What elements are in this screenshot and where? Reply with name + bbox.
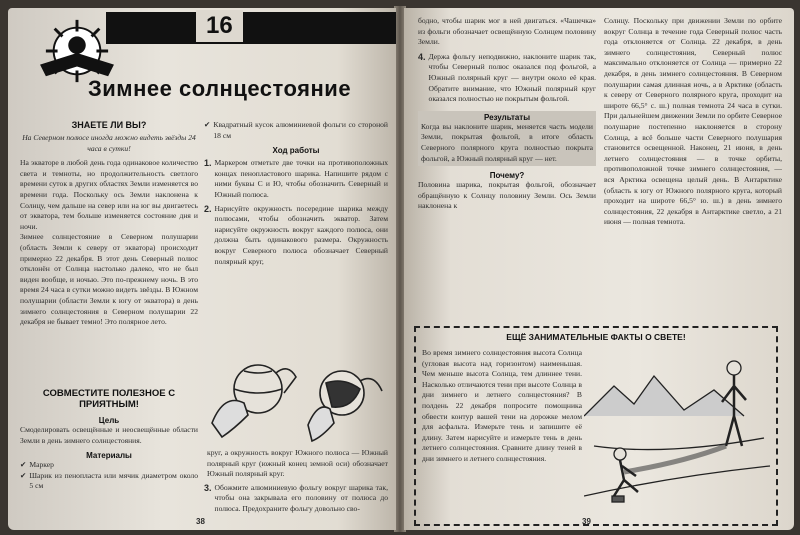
more-facts-heading: ЕЩЁ ЗАНИМАТЕЛЬНЫЕ ФАКТЫ О СВЕТЕ! [506, 332, 686, 342]
check-icon: ✔ [204, 120, 211, 129]
material-item: ✔ Маркер [20, 460, 54, 470]
step-2: 2. Нарисуйте окружность посередине шарика между полюсами, чтобы обозначить экватор. Затем нарисуйте окружность вокруг каждого полюса, они должна быть одинакового размера. Окружность вокруг Северного полюса обозначает Северный полярный круг, [204, 203, 388, 266]
procedure-continued [204, 448, 388, 515]
results-heading: Результаты [483, 112, 531, 122]
know-body-2: Зимнее солнцестояние в Северном полушарии (область Земли к северу от экватора) происходит примерно 22 декабря. В этот день Северный полюс отклонён от Солнца настолько далеко, что не был виден вообще, и ночью. Это по-прежнему ночь. В это время 24 часа в сутки можно видеть звёзды. В Южном полушарии (области Земли к югу от экватора) в день зимнего солнцестояния в Северном полушарии 22 декабря не бывает темно! Это полярное лето. [20, 232, 198, 327]
why-text: Половина шарика, покрытая фольгой, обозначает обращённую к Солнцу половину Земли. Ось Земли наклонена к [418, 180, 596, 211]
results-box [418, 111, 596, 166]
procedure-heading: Ход работы [272, 146, 320, 156]
page-title: Зимнее солнцестояние [88, 76, 352, 101]
step-2-continued: круг, а окружность вокруг Южного полюса — Южный полярный круг (южный конец земной оси) обозначает Южный полярный круг. [207, 448, 388, 479]
step-1: 1. Маркером отметьте две точки на противоположных концах пенопластового шарика. Напишите рядом с ними буквы С и Ю, чтобы обозначить Северный и Южный полюса. [204, 158, 388, 199]
page-number: 38 [196, 517, 205, 526]
chapter-number: 16 [196, 10, 243, 42]
chapter-banner [106, 12, 396, 44]
why-heading: Почему? [489, 171, 525, 181]
continued-text: бодно, чтобы шарик мог в ней двигаться. «Чашечка» из фольги обозначает освещённую Солнцем половину Земли. [418, 16, 596, 47]
left-page [8, 8, 396, 530]
procedure-section [204, 120, 388, 267]
results-text: Когда вы наклоните шарик, меняется часть модели Земли, покрытая фольгой, в итоге область Северного полярного круга полностью покрыта фольгой, а Южный полярный круг — нет. [421, 121, 593, 163]
know-italic-text: На Северном полюсе иногда можно видеть звёзды 24 часа в сутки! [22, 133, 196, 153]
page-number: 39 [582, 517, 591, 526]
combine-heading: СОВМЕСТИТЕ ПОЛЕЗНОЕ С ПРИЯТНЫМ! [42, 388, 176, 410]
hands-globe-illustration [204, 333, 388, 451]
step-3: 3. Обожмите алюминиевую фольгу вокруг шарика так, чтобы она закрывала его половину от полюса до полюса. Предохраните фольгу довольно сво- [204, 482, 388, 513]
right-page [404, 8, 794, 530]
material-item: ✔ Квадратный кусок алюминиевой фольги со стороной 18 см [204, 120, 388, 140]
goal-heading: Цель [98, 416, 120, 425]
check-icon: ✔ [20, 460, 27, 470]
explanation-text: Солнцу. Поскольку при движении Земли по орбите вокруг Солнца в течение года Северный полюс часть года отклоняется от Солнца. 22 декабря, в день зимнего солнцестояния, Северный полюс максимально отклоняется от Солнца — примерно 22 декабря, в день зимнего солнцестояния. В Северном полушарии самая длинная ночь, а в Арктике (область к северу от Северного полярного круга, проходит на широте 66,5° с. ш.) полная темнота 24 часа в сутки. При дальнейшем движении Земли по орбите Северное полушарие постепенно наклоняется в сторону Солнца, а всё больше части Северного полушария становится освещенной. Наконец, 21 июня, в день летнего солнцестояния — в точке орбиты, противоположной точке зимнего солнцестояния, — вся Арктика освещена целый день. В Антарктике (область к югу от Южного полярного круга, который проходит на широте 66,5° ю. ш.) в день зимнего солнцестояния, 22 декабря в Антарктике светло, а 21 июня — полная темнота. [604, 16, 782, 227]
goal-text: Смоделировать освещённые и неосвещённые области Земли в день зимнего солнцестояния. [20, 425, 198, 445]
know-body: На экваторе в любой день года одинаковое количество света и темноты, но продолжительность светлого времени суток в других областях Земли изменяется во времени года. Поскольку ось Земли наклонена к Солнцу, чем дальше на север или на юг вы двигаетесь от экватора, тем больше изменяется состояние дня и ночи. [20, 158, 198, 231]
combine-section [20, 388, 198, 492]
know-section [20, 120, 198, 328]
right-column-2 [604, 16, 782, 322]
step-4: 4. Держа фольгу неподвижно, наклоните шарик так, чтобы Северный полюс оказался под фольгой, а Южный полярный круг — внутри около её края. Обратите внимание, что Южный полярный круг оказался полностью не покрытым фольгой. [418, 51, 596, 104]
more-facts-box [414, 326, 778, 526]
materials-heading: Материалы [86, 451, 132, 461]
know-heading: ЗНАЕТЕ ЛИ ВЫ? [71, 120, 147, 130]
more-facts-text: Во время зимнего солнцестояния высота Солнца (угловая высота над горизонтом) наименьшая. Чем меньше высота Солнца, тем длиннее тени. Насколько отличаются тени при высоте Солнца в дни зимнего и летнего солнцестояния? В полдень 22 декабря попросите помощника обвести контур вашей тени на дорожке мелом для асфальта. Измерьте тень и запишите её длину. Затем нарисуйте и измерьте тень в день летнего солнцестояния. Сравните длину теней в дни зимнего и летнего солнцестояния. [422, 348, 582, 463]
shadow-tracing-illustration [584, 346, 772, 518]
material-item: ✔ Шарик из пенопласта или мячик диаметром около 5 см [20, 470, 198, 491]
check-icon: ✔ [20, 470, 27, 480]
right-column-1 [418, 16, 596, 212]
